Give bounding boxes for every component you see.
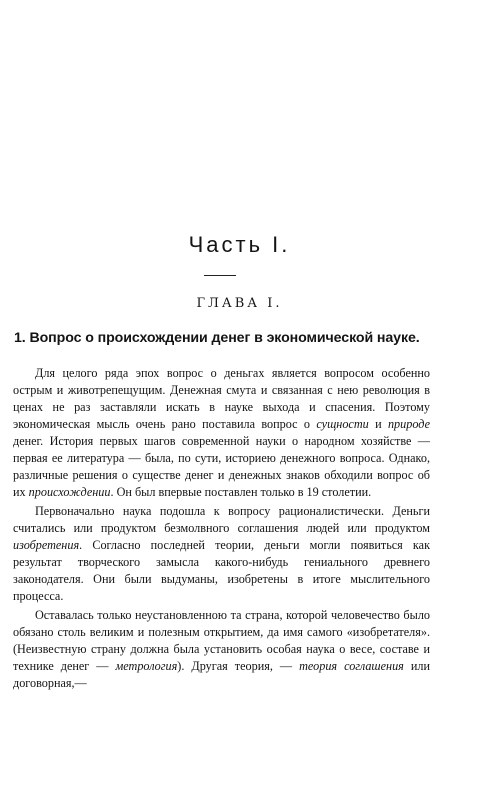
emphasized-term: происхождении <box>28 485 111 499</box>
text-run: . Он был впервые поставлен только в 19 столетии. <box>110 485 372 499</box>
text-run: Первоначально наука подошла к вопросу рационалистически. Деньги считались или продуктом безмолвного соглашения людей или продуктом <box>13 504 430 535</box>
title-divider <box>204 275 236 276</box>
paragraph <box>13 607 430 692</box>
section-heading: 1. Вопрос о происхождении денег в экономической науке. <box>14 330 420 346</box>
emphasized-term: природе <box>387 417 430 431</box>
emphasized-term: изобретения <box>13 538 80 552</box>
text-run: ). Другая теория, — <box>177 659 300 673</box>
emphasized-term: метрология <box>115 659 178 673</box>
part-title: Часть I. <box>188 232 291 257</box>
body-text <box>13 365 430 694</box>
paragraph <box>13 503 430 605</box>
emphasized-term: теория соглашения <box>299 659 404 673</box>
text-run: и <box>368 417 388 431</box>
text-run: или договорная,— <box>13 659 430 690</box>
chapter-label: ГЛАВА I. <box>196 296 283 311</box>
emphasized-term: сущности <box>316 417 369 431</box>
text-run: Для целого ряда эпох вопрос о деньгах является вопросом особенно острым и животрепещущим. Денежная смута и связанная с нею революция в ценах не раз заставляли искать в науке выхода и спасения. Поэтому экономическая мысль очень рано поставила вопрос о <box>13 366 430 431</box>
text-run: денег. История первых шагов современной науки о народном хозяйстве — первая ее литература — была, по сути, историею денежного вопроса. Однако, различные решения о существе денег и денежных знаков обходили вопрос об их <box>13 434 430 499</box>
text-run: Оставалась только неустановленною та страна, которой человечество было обязано столь великим и полезным открытием, да имя самого «изобретателя». (Неизвестную страну должна была установить особая наука о весе, составе и технике денег — <box>13 608 430 673</box>
text-run: . Согласно последней теории, деньги могли появиться как результат творческого замысла какого-нибудь гениального древнего законодателя. Они были выдуманы, изобретены в итоге мыслительного процесса. <box>13 538 430 603</box>
paragraph <box>13 365 430 501</box>
